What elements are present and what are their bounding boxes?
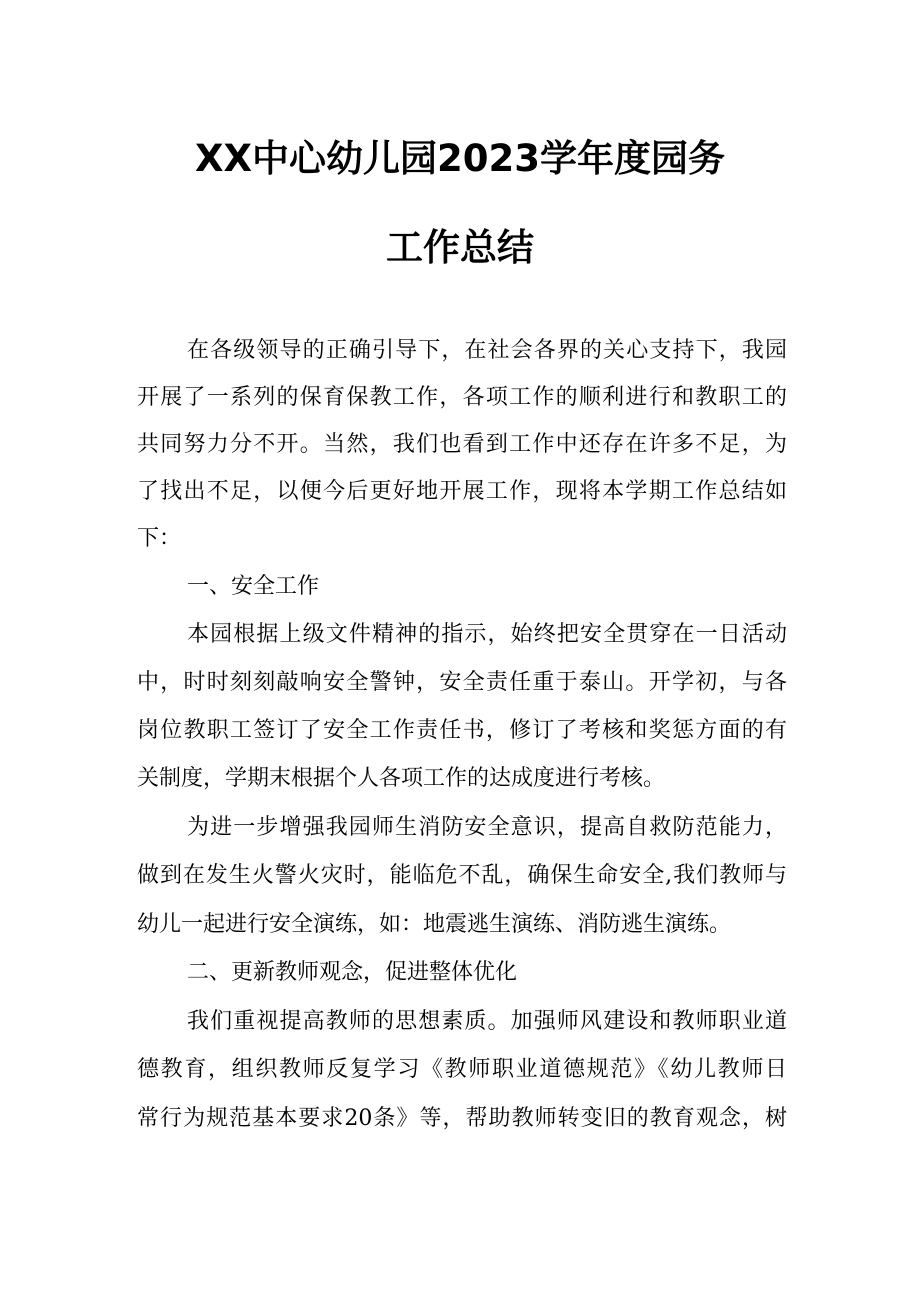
- paragraph-intro-line-3: 共同努力分不开。当然，我们也看到工作中还存在许多不足，为: [137, 432, 787, 457]
- paragraph-teachers-line-2: 德教育，组织教师反复学习《教师职业道德规范》《幼儿教师日: [137, 1057, 787, 1082]
- document-title-line-2: 工作总结: [386, 226, 534, 269]
- section-heading-safety: 一、安全工作: [187, 574, 320, 599]
- paragraph-teachers-line-1: 我们重视提高教师的思想素质。加强师风建设和教师职业道: [187, 1009, 787, 1034]
- paragraph-intro-line-5: 下：: [137, 526, 182, 551]
- paragraph-fire-drill-line-3: 幼儿一起进行安全演练，如：地震逃生演练、消防逃生演练。: [137, 912, 732, 937]
- paragraph-intro-line-2: 开展了一系列的保育保教工作，各项工作的顺利进行和教职工的: [137, 385, 787, 410]
- paragraph-safety-line-1: 本园根据上级文件精神的指示，始终把安全贯穿在一日活动: [187, 622, 787, 647]
- paragraph-fire-drill-line-2: 做到在发生火警火灾时，能临危不乱，确保生命安全,我们教师与: [137, 863, 787, 888]
- paragraph-safety-line-3: 岗位教职工签订了安全工作责任书，修订了考核和奖惩方面的有: [137, 718, 787, 743]
- paragraph-intro-line-1: 在各级领导的正确引导下，在社会各界的关心支持下，我园: [187, 338, 787, 363]
- paragraph-safety-line-2: 中，时时刻刻敲响安全警钟，安全责任重于泰山。开学初，与各: [137, 670, 787, 695]
- document-title-line-1: XX中心幼儿园2023学年度园务: [194, 137, 726, 180]
- paragraph-intro-line-4: 了找出不足，以便今后更好地开展工作，现将本学期工作总结如: [137, 479, 787, 504]
- paragraph-fire-drill-line-1: 为进一步增强我园师生消防安全意识，提高自救防范能力，: [187, 815, 787, 840]
- paragraph-safety-line-4: 关制度，学期末根据个人各项工作的达成度进行考核。: [137, 766, 666, 791]
- section-heading-teachers: 二、更新教师观念，促进整体优化: [187, 960, 518, 985]
- paragraph-teachers-line-3: 常行为规范基本要求20条》等，帮助教师转变旧的教育观念，树: [137, 1106, 787, 1131]
